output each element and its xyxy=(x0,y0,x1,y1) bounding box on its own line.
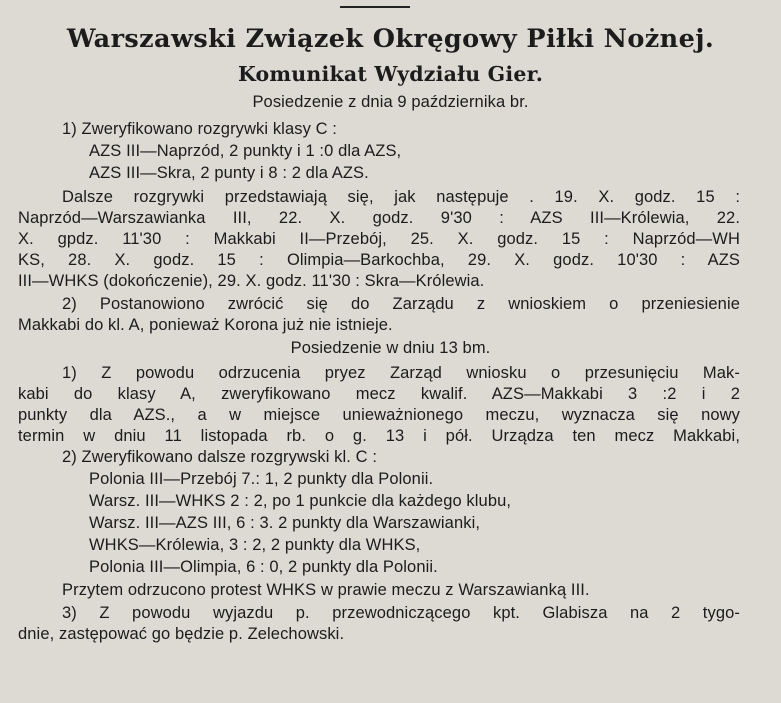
paragraph-line: Polonia III—Przebój 7.: 1, 2 punkty dla Polonii. xyxy=(89,470,434,488)
meeting-date-heading: Posiedzenie w dniu 13 bm. xyxy=(290,339,491,357)
meeting-date-heading: Posiedzenie z dnia 9 października br. xyxy=(252,93,529,111)
paragraph-line: 1) Z powodu odrzucenia pryez Zarząd wniosku o przesunięciu Mak- xyxy=(62,364,740,382)
paragraph-line: kabi do klasy A, zweryfikowano mecz kwalif. AZS—Makkabi 3 :2 i 2 xyxy=(18,385,740,403)
paragraph-line: 2) Postanowiono zwrócić się do Zarządu z wnioskiem o przeniesienie xyxy=(62,295,740,313)
paragraph-line: Naprzód—Warszawianka III, 22. X. godz. 9'30 : AZS III—Królewia, 22. xyxy=(18,209,740,227)
paragraph-line: Warsz. III—AZS III, 6 : 3. 2 punkty dla Warszawianki, xyxy=(89,514,481,532)
paragraph-line: X. gpdz. 11'30 : Makkabi II—Przebój, 25. X. godz. 15 : Naprzód—WH xyxy=(18,230,740,248)
top-rule xyxy=(340,6,410,8)
paragraph-line: termin w dniu 11 listopada rb. o g. 13 i pół. Urządza ten mecz Makkabi, xyxy=(18,427,740,445)
paragraph-line: AZS III—Skra, 2 punty i 8 : 2 dla AZS. xyxy=(89,164,369,182)
article-subtitle: Komunikat Wydziału Gier. xyxy=(237,62,544,86)
paragraph-line: Dalsze rozgrywki przedstawiają się, jak następuje . 19. X. godz. 15 : xyxy=(62,188,740,206)
article-title: Warszawski Związek Okręgowy Piłki Nożnej. xyxy=(66,24,715,54)
paragraph-line: KS, 28. X. godz. 15 : Olimpia—Barkochba, 29. X. godz. 10'30 : AZS xyxy=(18,251,740,269)
paragraph-line: 3) Z powodu wyjazdu p. przewodniczącego kpt. Glabisza na 2 tygo- xyxy=(62,604,740,622)
paragraph-line: dnie, zastępować go będzie p. Zelechowski. xyxy=(18,625,345,643)
paragraph-line: WHKS—Królewia, 3 : 2, 2 punkty dla WHKS, xyxy=(89,536,421,554)
paragraph-line: punkty dla AZS., a w miejsce unieważnionego meczu, wyznacza się nowy xyxy=(18,406,740,424)
paragraph-line: 1) Zweryfikowano rozgrywki klasy C : xyxy=(62,120,337,138)
paragraph-line: III—WHKS (dokończenie), 29. X. godz. 11'30 : Skra—Królewia. xyxy=(18,272,485,290)
paragraph-line: Przytem odrzucono protest WHKS w prawie meczu z Warszawianką III. xyxy=(62,581,590,599)
paragraph-line: Warsz. III—WHKS 2 : 2, po 1 punkcie dla każdego klubu, xyxy=(89,492,512,510)
paragraph-line: AZS III—Naprzód, 2 punkty i 1 :0 dla AZS, xyxy=(89,142,402,160)
paragraph-line: 2) Zweryfikowano dalsze rozgrywski kl. C : xyxy=(62,448,378,466)
paragraph-line: Polonia III—Olimpia, 6 : 0, 2 punkty dla Polonii. xyxy=(89,558,438,576)
paragraph-line: Makkabi do kl. A, ponieważ Korona już nie istnieje. xyxy=(18,316,393,334)
